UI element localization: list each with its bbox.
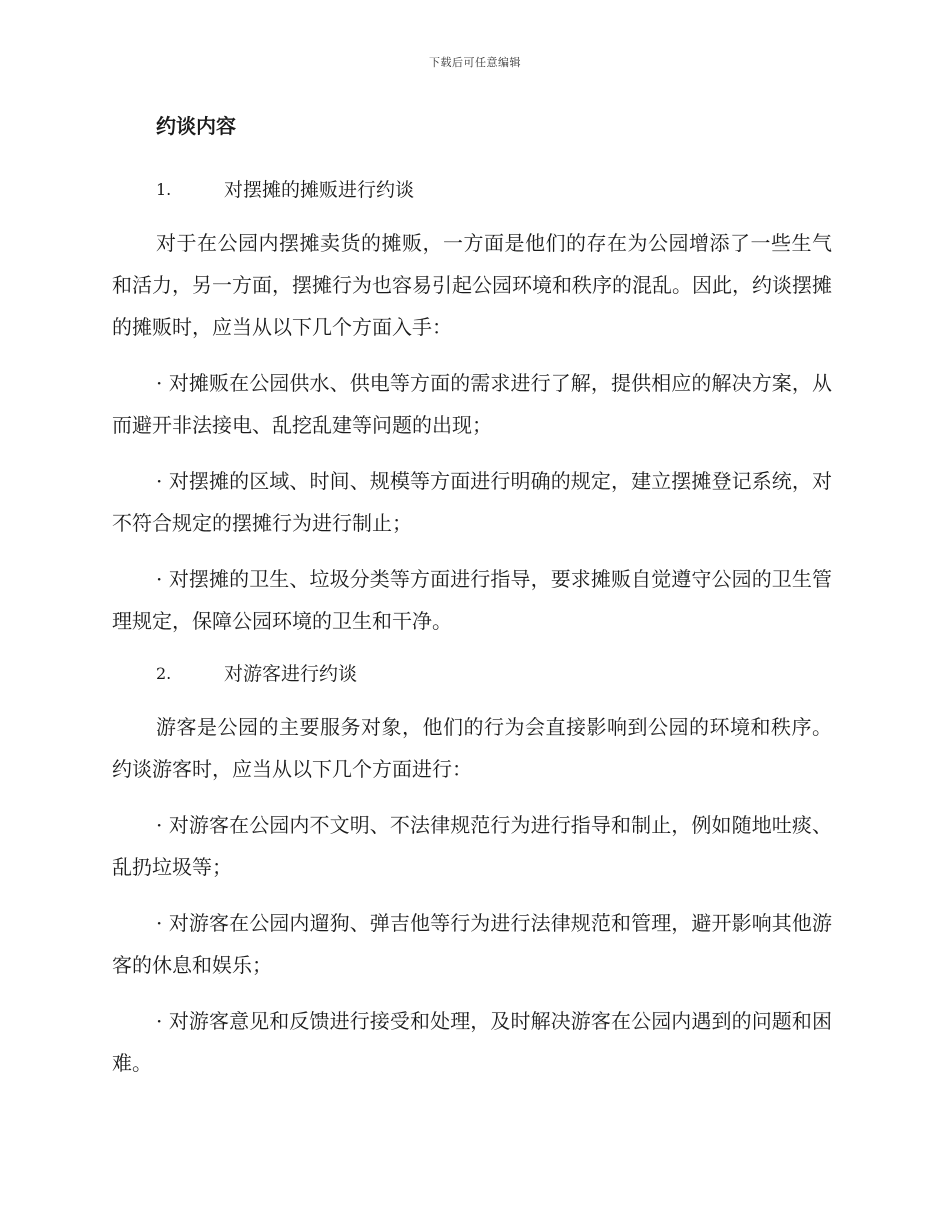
section-number: 1. [156, 180, 172, 199]
document-title: 约谈内容 [156, 114, 236, 138]
section-heading [112, 172, 832, 208]
section-heading-text: 对游客进行约谈 [224, 663, 358, 685]
bullet-item: · 对游客在公园内遛狗、弹吉他等行为进行法律规范和管理，避开影响其他游客的休息和娱乐； [112, 911, 832, 977]
section-intro: 对于在公园内摆摊卖货的摊贩，一方面是他们的存在为公园增添了一些生气和活力，另一方面，摆摊行为也容易引起公园环境和秩序的混乱。因此，约谈摆摊的摊贩时，应当从以下几个方面入手： [112, 231, 832, 339]
section-number: 2. [156, 664, 172, 683]
bullet-item: · 对摆摊的区域、时间、规模等方面进行明确的规定，建立摆摊登记系统，对不符合规定的摆摊行为进行制止； [112, 469, 832, 535]
section-heading [112, 656, 832, 692]
section-heading-text: 对摆摊的摊贩进行约谈 [224, 179, 415, 201]
bullet-item: · 对摆摊的卫生、垃圾分类等方面进行指导，要求摊贩自觉遵守公园的卫生管理规定，保障公园环境的卫生和干净。 [112, 567, 832, 633]
document-body [112, 108, 832, 1098]
bullet-item: · 对游客意见和反馈进行接受和处理，及时解决游客在公园内遇到的问题和困难。 [112, 1009, 832, 1075]
bullet-item: · 对游客在公园内不文明、不法律规范行为进行指导和制止，例如随地吐痰、乱扔垃圾等； [112, 813, 832, 879]
page-header-note: 下载后可任意编辑 [429, 56, 521, 69]
bullet-item: · 对摊贩在公园供水、供电等方面的需求进行了解，提供相应的解决方案，从而避开非法接电、乱挖乱建等问题的出现； [112, 371, 832, 437]
section-intro: 游客是公园的主要服务对象，他们的行为会直接影响到公园的环境和秩序。约谈游客时，应当从以下几个方面进行： [112, 715, 832, 781]
